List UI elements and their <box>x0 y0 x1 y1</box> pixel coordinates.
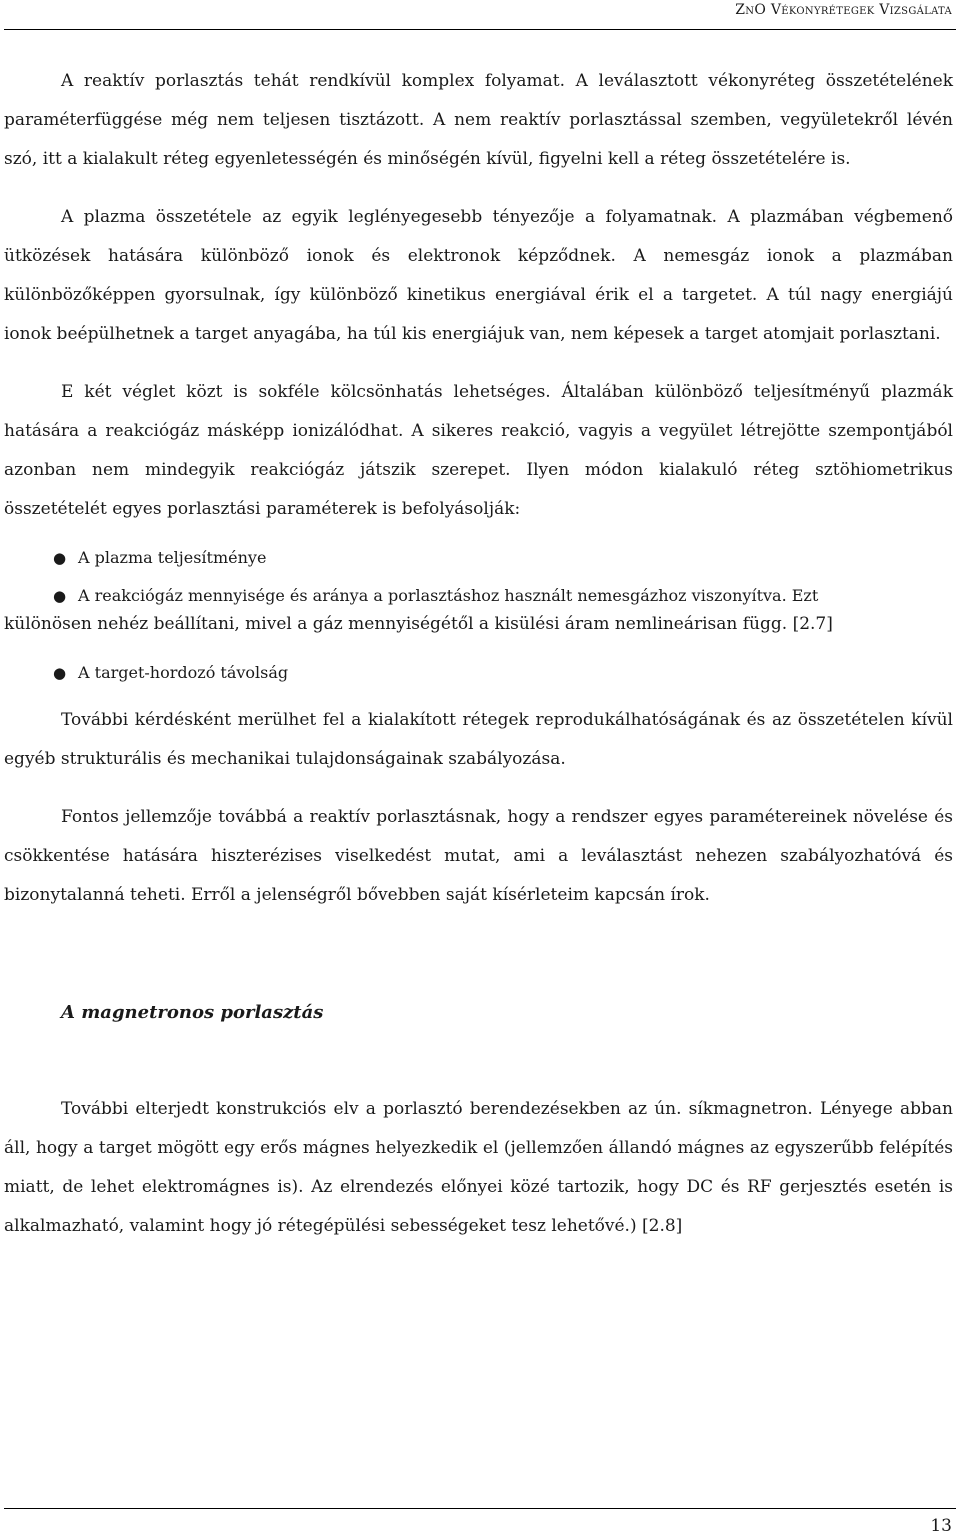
list-item <box>4 586 953 605</box>
bullet-icon: ● <box>53 587 67 605</box>
running-header: ZnO Vékonyrétegek Vizsgálata <box>735 2 952 18</box>
bullet-icon: ● <box>53 549 67 567</box>
paragraph-magnetron: További elterjedt konstrukciós elv a porlasztó berendezésekben az ún. síkmagnetron. Lényege abban áll, hogy a target mögött egy erős mágnes helyezkedik el (jellemzően állandó mágnes az egyszerűbb felépítés miatt, de lehet elektromágnes is). Az elrendezés előnyei közé tartozik, hogy DC és RF gerjesztés esetén is alkalmazható, valamint hogy jó rétegépülési sebességeket tesz lehetővé.) [2.8] <box>4 1099 953 1236</box>
list-item <box>4 663 953 682</box>
list-item-text: A reakciógáz mennyisége és aránya a porlasztáshoz használt nemesgázhoz viszonyítva. Ezt <box>78 586 819 605</box>
section-heading: A magnetronos porlasztás <box>61 1002 324 1023</box>
list-item-text: A plazma teljesítménye <box>78 548 267 567</box>
list-item-continuation: különösen nehéz beállítani, mivel a gáz mennyiségétől a kisülési áram nemlineárisan függ. [2.7] <box>4 614 833 634</box>
list-item-text: A target-hordozó távolság <box>78 663 289 682</box>
page-number: 13 <box>930 1516 952 1536</box>
bullet-icon: ● <box>53 664 67 682</box>
page-body <box>4 62 953 1246</box>
header-divider <box>4 29 956 30</box>
list-item <box>4 548 953 567</box>
paragraph-plasma-composition: A plazma összetétele az egyik leglényegesebb tényezője a folyamatnak. A plazmában végbemenő ütközések hatására különböző ionok és elektronok képződnek. A nemesgáz ionok a plazmában különbözőképpen gyorsulnak, így különböző kinetikus energiával érik el a targetet. A túl nagy energiájú ionok beépülhetnek a target anyagába, ha túl kis energiájuk van, nem képesek a target atomjait porlasztani. <box>4 207 953 344</box>
paragraph-reactive-sputtering: A reaktív porlasztás tehát rendkívül komplex folyamat. A leválasztott vékonyréteg összetételének paraméterfüggése még nem teljesen tisztázott. A nem reaktív porlasztással szemben, vegyületekről lévén szó, itt a kialakult réteg egyenletességén és minőségén kívül, figyelni kell a réteg összetételére is. <box>4 71 953 169</box>
footer-divider <box>4 1508 956 1509</box>
paragraph-interactions: E két véglet közt is sokféle kölcsönhatás lehetséges. Általában különböző teljesítményű plazmák hatására a reakciógáz másképp ionizálódhat. A sikeres reakció, vagyis a vegyület létrejötte szempontjából azonban nem mindegyik reakciógáz játszik szerepet. Ilyen módon kialakuló réteg sztöhiometrikus összetételét egyes porlasztási paraméterek is befolyásolják: <box>4 382 953 519</box>
paragraph-reproducibility: További kérdésként merülhet fel a kialakított rétegek reprodukálhatóságának és az összetételen kívül egyéb strukturális és mechanikai tulajdonságainak szabályozása. <box>4 710 953 769</box>
paragraph-hysteresis: Fontos jellemzője továbbá a reaktív porlasztásnak, hogy a rendszer egyes paramétereinek növelése és csökkentése hatására hiszterézises viselkedést mutat, ami a leválasztást nehezen szabályozhatóvá és bizonytalanná teheti. Erről a jelenségről bővebben saját kísérleteim kapcsán írok. <box>4 807 953 905</box>
